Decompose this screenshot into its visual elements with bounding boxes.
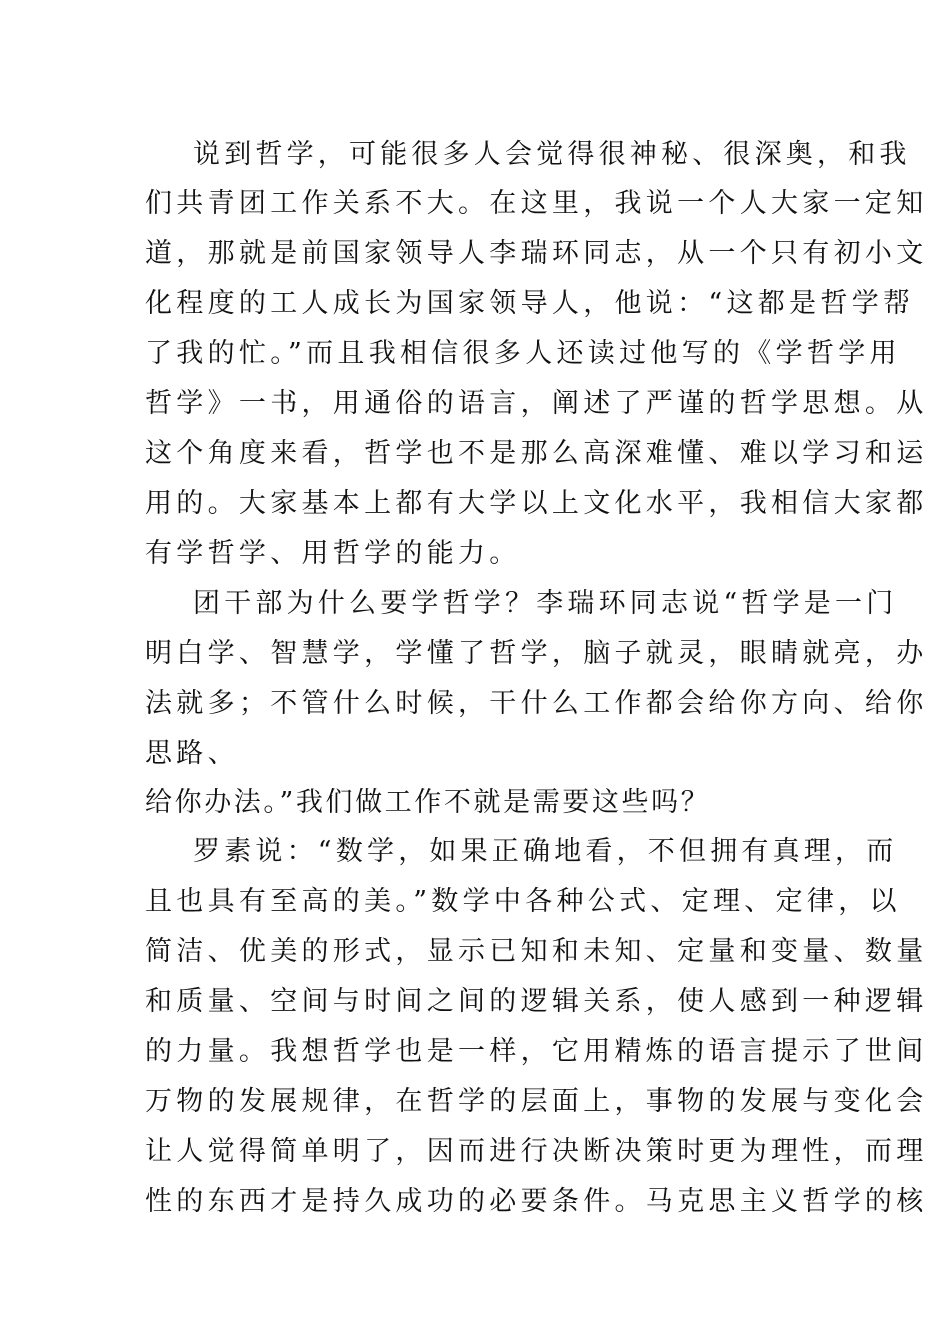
text-line: 性的东西才是持久成功的必要条件。马克思主义哲学的核 — [145, 1186, 928, 1217]
text-line: 思路、 — [145, 738, 239, 769]
text-line: 让人觉得简单明了，因而进行决断决策时更为理性，而理 — [145, 1136, 928, 1167]
text-line: 用的。大家基本上都有大学以上文化水平，我相信大家都 — [145, 488, 928, 519]
text-line: 万物的发展规律，在哲学的层面上，事物的发展与变化会 — [145, 1086, 928, 1117]
text-line: 的力量。我想哲学也是一样，它用精炼的语言提示了世间 — [145, 1036, 928, 1067]
text-line: 罗素说：“数学，如果正确地看，不但拥有真理，而 — [193, 836, 898, 867]
text-line: 道，那就是前国家领导人李瑞环同志，从一个只有初小文 — [145, 238, 928, 269]
text-line: 且也具有至高的美。”数学中各种公式、定理、定律，以 — [145, 886, 901, 917]
text-line: 给你办法。”我们做工作不就是需要这些吗？ — [145, 787, 711, 818]
text-line: 说到哲学，可能很多人会觉得很神秘、很深奥，和我 — [193, 139, 911, 170]
text-line: 们共青团工作关系不大。在这里，我说一个人大家一定知 — [145, 188, 928, 219]
text-line: 团干部为什么要学哲学？李瑞环同志说“哲学是一门 — [193, 588, 898, 619]
text-line: 哲学》一书，用通俗的语言，阐述了严谨的哲学思想。从 — [145, 388, 928, 419]
text-line: 法就多；不管什么时候，干什么工作都会给你方向、给你 — [145, 688, 928, 719]
text-line: 了我的忙。”而且我相信很多人还读过他写的《学哲学用 — [145, 338, 901, 369]
text-line: 化程度的工人成长为国家领导人，他说：“这都是哲学帮 — [145, 288, 915, 319]
text-line: 这个角度来看，哲学也不是那么高深难懂、难以学习和运 — [145, 438, 928, 469]
text-line: 和质量、空间与时间之间的逻辑关系，使人感到一种逻辑 — [145, 986, 928, 1017]
text-line: 明白学、智慧学，学懂了哲学，脑子就灵，眼睛就亮，办 — [145, 638, 928, 669]
text-line: 有学哲学、用哲学的能力。 — [145, 538, 521, 569]
text-line: 简洁、优美的形式，显示已知和未知、定量和变量、数量 — [145, 936, 928, 967]
